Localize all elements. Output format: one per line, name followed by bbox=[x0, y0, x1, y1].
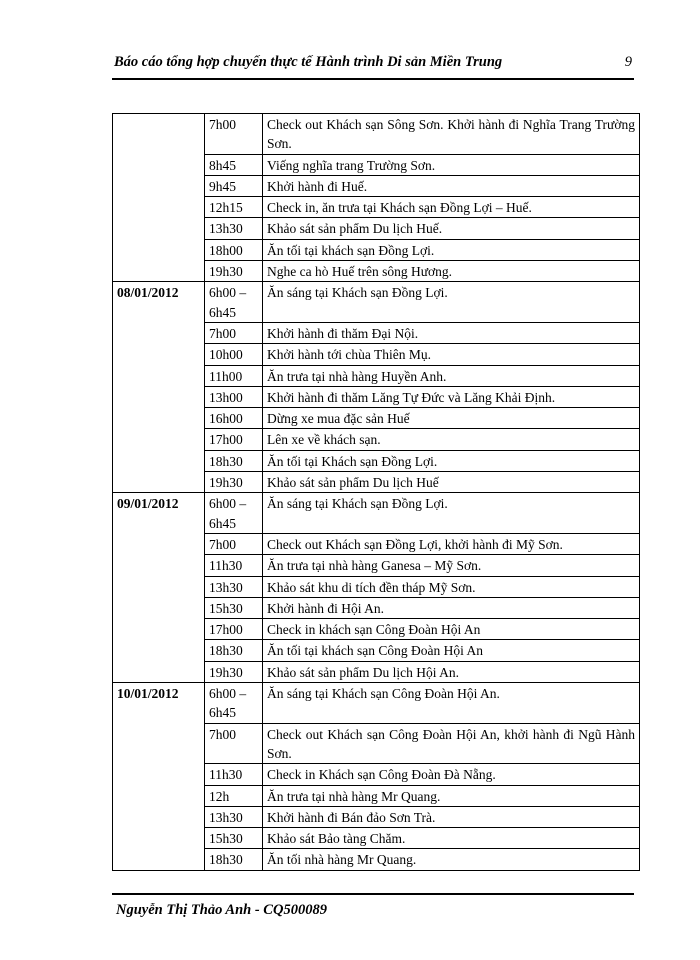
schedule-activity: Khảo sát sản phẩm Du lịch Hội An. bbox=[263, 661, 640, 682]
page-footer bbox=[112, 893, 634, 918]
schedule-time: 18h00 bbox=[205, 239, 263, 260]
schedule-time: 17h00 bbox=[205, 429, 263, 450]
schedule-activity: Lên xe về khách sạn. bbox=[263, 429, 640, 450]
schedule-activity: Khởi hành đi Hội An. bbox=[263, 597, 640, 618]
schedule-time: 13h30 bbox=[205, 576, 263, 597]
report-title: Báo cáo tổng hợp chuyến thực tế Hành trình Di sản Miền Trung bbox=[114, 54, 503, 70]
schedule-activity: Check in Khách sạn Công Đoàn Đà Nẵng. bbox=[263, 764, 640, 785]
schedule-time: 10h00 bbox=[205, 344, 263, 365]
schedule-activity: Ăn tối tại Khách sạn Đồng Lợi. bbox=[263, 450, 640, 471]
schedule-time: 19h30 bbox=[205, 261, 263, 282]
schedule-time: 15h30 bbox=[205, 597, 263, 618]
schedule-activity: Dừng xe mua đặc sản Huế bbox=[263, 408, 640, 429]
schedule-activity: Ăn tối tại khách sạn Công Đoàn Hội An bbox=[263, 640, 640, 661]
schedule-time: 15h30 bbox=[205, 828, 263, 849]
schedule-time: 7h00 bbox=[205, 723, 263, 764]
schedule-time: 16h00 bbox=[205, 408, 263, 429]
schedule-activity: Ăn tối tại khách sạn Đồng Lợi. bbox=[263, 239, 640, 260]
schedule-date bbox=[113, 114, 205, 282]
schedule-activity: Check out Khách sạn Đồng Lợi, khởi hành đi Mỹ Sơn. bbox=[263, 533, 640, 554]
schedule-activity: Check out Khách sạn Công Đoàn Hội An, khởi hành đi Ngũ Hành Sơn. bbox=[263, 723, 640, 764]
schedule-time: 6h00 – 6h45 bbox=[205, 683, 263, 724]
schedule-time: 7h00 bbox=[205, 533, 263, 554]
schedule-row bbox=[113, 493, 640, 534]
schedule-date: 10/01/2012 bbox=[113, 683, 205, 871]
schedule-time: 19h30 bbox=[205, 472, 263, 493]
schedule-body bbox=[113, 114, 640, 871]
schedule-activity: Khảo sát khu di tích đền tháp Mỹ Sơn. bbox=[263, 576, 640, 597]
schedule-time: 6h00 – 6h45 bbox=[205, 282, 263, 323]
schedule-activity: Ăn trưa tại nhà hàng Huyền Anh. bbox=[263, 365, 640, 386]
page-header bbox=[112, 50, 634, 80]
schedule-activity: Check in, ăn trưa tại Khách sạn Đồng Lợi – Huế. bbox=[263, 197, 640, 218]
schedule-time: 13h00 bbox=[205, 386, 263, 407]
schedule-activity: Khởi hành tới chùa Thiên Mụ. bbox=[263, 344, 640, 365]
schedule-activity: Nghe ca hò Huế trên sông Hương. bbox=[263, 261, 640, 282]
schedule-time: 8h45 bbox=[205, 154, 263, 175]
schedule-time: 19h30 bbox=[205, 661, 263, 682]
schedule-activity: Ăn sáng tại Khách sạn Đồng Lợi. bbox=[263, 282, 640, 323]
schedule-activity: Ăn trưa tại nhà hàng Mr Quang. bbox=[263, 785, 640, 806]
schedule-activity: Khảo sát sản phẩm Du lịch Huế bbox=[263, 472, 640, 493]
schedule-activity: Khởi hành đi Bán đảo Sơn Trà. bbox=[263, 806, 640, 827]
schedule-activity: Khởi hành đi thăm Lăng Tự Đức và Lăng Khải Định. bbox=[263, 386, 640, 407]
schedule-time: 7h00 bbox=[205, 322, 263, 343]
schedule-time: 18h30 bbox=[205, 640, 263, 661]
schedule-time: 17h00 bbox=[205, 619, 263, 640]
schedule-activity: Viếng nghĩa trang Trường Sơn. bbox=[263, 154, 640, 175]
schedule-time: 18h30 bbox=[205, 450, 263, 471]
page-number: 9 bbox=[624, 54, 632, 70]
schedule-time: 18h30 bbox=[205, 849, 263, 870]
schedule-activity: Ăn sáng tại Khách sạn Đồng Lợi. bbox=[263, 493, 640, 534]
schedule-time: 13h30 bbox=[205, 806, 263, 827]
schedule-table bbox=[112, 113, 640, 871]
schedule-row bbox=[113, 683, 640, 724]
schedule-time: 6h00 – 6h45 bbox=[205, 493, 263, 534]
schedule-time: 9h45 bbox=[205, 175, 263, 196]
schedule-time: 11h00 bbox=[205, 365, 263, 386]
author-line: Nguyễn Thị Thảo Anh - CQ500089 bbox=[116, 902, 327, 918]
schedule-time: 13h30 bbox=[205, 218, 263, 239]
schedule-activity: Ăn tối nhà hàng Mr Quang. bbox=[263, 849, 640, 870]
schedule-row bbox=[113, 282, 640, 323]
schedule-activity: Khảo sát sản phẩm Du lịch Huế. bbox=[263, 218, 640, 239]
schedule-date: 09/01/2012 bbox=[113, 493, 205, 683]
schedule-time: 12h15 bbox=[205, 197, 263, 218]
schedule-date: 08/01/2012 bbox=[113, 282, 205, 493]
schedule-activity: Khởi hành đi Huế. bbox=[263, 175, 640, 196]
schedule-time: 11h30 bbox=[205, 555, 263, 576]
schedule-activity: Ăn trưa tại nhà hàng Ganesa – Mỹ Sơn. bbox=[263, 555, 640, 576]
schedule-activity: Khảo sát Bảo tàng Chăm. bbox=[263, 828, 640, 849]
schedule-activity: Khởi hành đi thăm Đại Nội. bbox=[263, 322, 640, 343]
schedule-activity: Check out Khách sạn Sông Sơn. Khởi hành đi Nghĩa Trang Trường Sơn. bbox=[263, 114, 640, 155]
schedule-time: 7h00 bbox=[205, 114, 263, 155]
schedule-time: 11h30 bbox=[205, 764, 263, 785]
schedule-activity: Check in khách sạn Công Đoàn Hội An bbox=[263, 619, 640, 640]
schedule-activity: Ăn sáng tại Khách sạn Công Đoàn Hội An. bbox=[263, 683, 640, 724]
schedule-time: 12h bbox=[205, 785, 263, 806]
schedule-row bbox=[113, 114, 640, 155]
